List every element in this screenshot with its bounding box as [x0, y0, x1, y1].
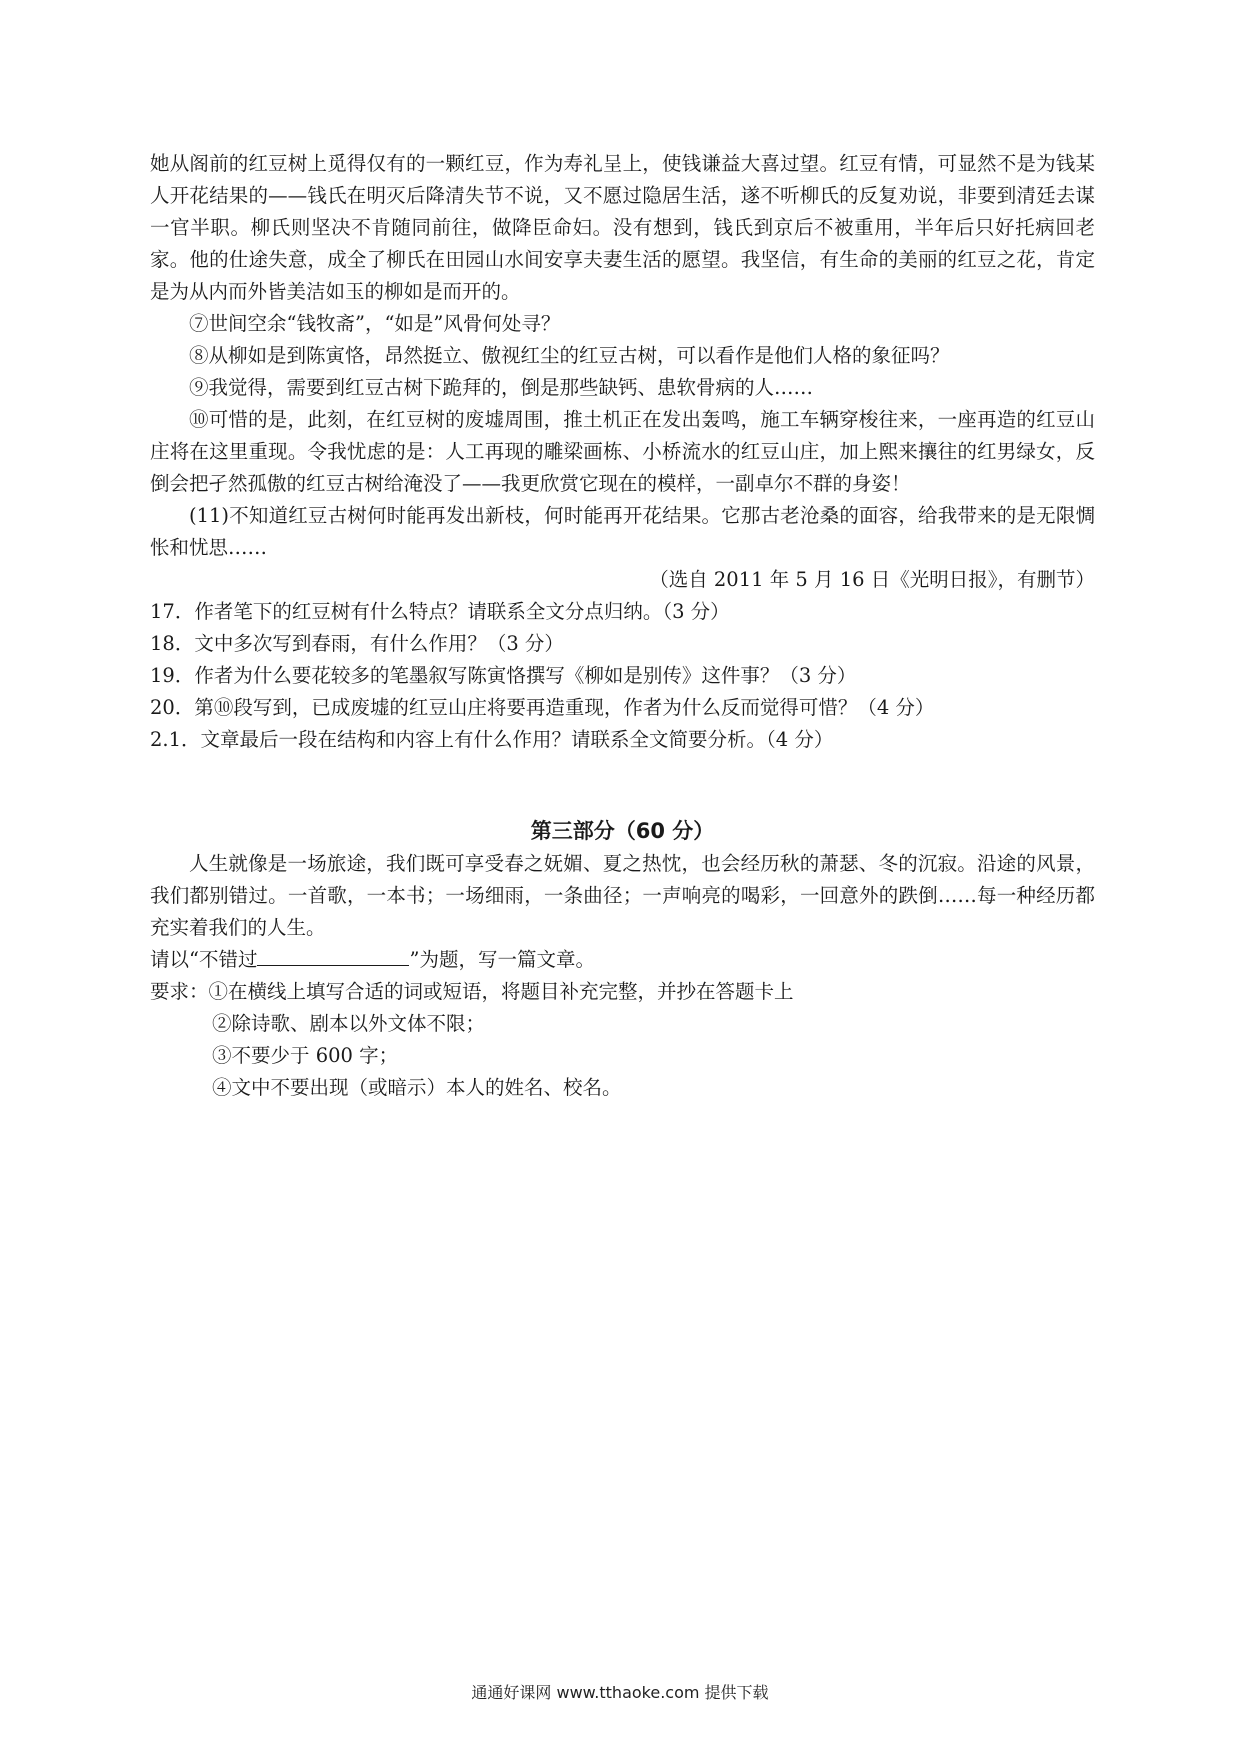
part3-intro: 人生就像是一场旅途，我们既可享受春之妩媚、夏之热忱，也会经历秋的萧瑟、冬的沉寂。沿途的风景，我们都别错过。一首歌，一本书；一场细雨，一条曲径；一声响亮的喝彩，一回意外的跌倒……每一种经历都充实着我们的人生。 [150, 852, 1095, 939]
requirement-2: ②除诗歌、剧本以外文体不限； [212, 1012, 486, 1035]
article-paragraph-11: (11)不知道红豆古树何时能再发出新枝，何时能再开花结果。它那古老沧桑的面容，给我带来的是无限惆怅和忧思…… [150, 504, 1095, 559]
article-paragraph-10: ⑩可惜的是，此刻，在红豆树的废墟周围，推土机正在发出轰鸣，施工车辆穿梭往来，一座再造的红豆山庄将在这里重现。令我忧虑的是：人工再现的雕梁画栋、小桥流水的红豆山庄，加上熙来攘往的红男绿女，反倒会把孑然孤傲的红豆古树给淹没了——我更欣赏它现在的模样，一副卓尔不群的身姿！ [150, 408, 1095, 495]
article-paragraph-8: ⑧从柳如是到陈寅恪，昂然挺立、傲视红尘的红豆古树，可以看作是他们人格的象征吗？ [189, 344, 950, 367]
exam-page [150, 148, 1095, 1104]
article-paragraph-continued: 她从阁前的红豆树上觅得仅有的一颗红豆，作为寿礼呈上，使钱谦益大喜过望。红豆有情，可显然不是为钱某人开花结果的——钱氏在明灭后降清失节不说，又不愿过隐居生活，遂不听柳氏的反复劝说，非要到清廷去谋一官半职。柳氏则坚决不肯随同前往，做降臣命妇。没有想到，钱氏到京后不被重用，半年后只好托病回老家。他的仕途失意，成全了柳氏在田园山水间安享夫妻生活的愿望。我坚信，有生命的美丽的红豆之花，肯定是为从内而外皆美洁如玉的柳如是而开的。 [150, 152, 1095, 303]
page-footer: 通通好课网 www.tthaoke.com 提供下载 [471, 1683, 769, 1702]
question-19: 19．作者为什么要花较多的笔墨叙写陈寅恪撰写《柳如是别传》这件事？（3 分） [150, 664, 857, 687]
question-list [150, 596, 1095, 756]
title-blank-line [257, 945, 409, 966]
essay-prompt-after: ”为题，写一篇文章。 [409, 948, 595, 971]
requirement-4: ④文中不要出现（或暗示）本人的姓名、校名。 [212, 1076, 622, 1099]
article-paragraph-7: ⑦世间空余“钱牧斋”，“如是”风骨何处寻？ [189, 312, 561, 335]
essay-prompt-before: 请以“不错过 [150, 948, 258, 971]
article-paragraph-9: ⑨我觉得，需要到红豆古树下跪拜的，倒是那些缺钙、患软骨病的人…… [189, 376, 814, 399]
question-21: 2.1．文章最后一段在结构和内容上有什么作用？请联系全文简要分析。（4 分） [150, 728, 834, 751]
requirement-1-text: ①在横线上填写合适的词或短语，将题目补充完整，并抄在答题卡上 [208, 980, 794, 1003]
essay-prompt [150, 944, 1095, 976]
question-17: 17．作者笔下的红豆树有什么特点？请联系全文分点归纳。（3 分） [150, 600, 730, 623]
article-source: （选自 2011 年 5 月 16 日《光明日报》，有删节） [649, 568, 1095, 591]
question-20: 20．第⑩段写到，已成废墟的红豆山庄将要再造重现，作者为什么反而觉得可惜？（4 分） [150, 696, 935, 719]
part3-title: 第三部分（60 分） [530, 819, 715, 843]
requirement-1 [150, 976, 1095, 1008]
question-18: 18．文中多次写到春雨，有什么作用？（3 分） [150, 632, 564, 655]
requirements-label: 要求： [150, 980, 209, 1003]
requirement-3: ③不要少于 600 字； [212, 1044, 399, 1067]
